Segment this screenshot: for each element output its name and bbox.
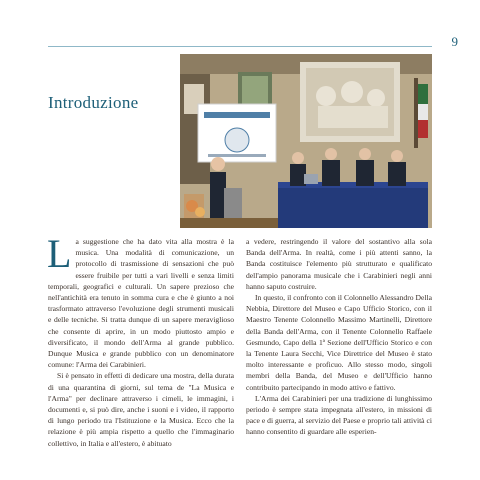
- article-column-left: [47, 231, 234, 449]
- page-number: 9: [451, 34, 458, 49]
- article-column-right: [246, 236, 432, 438]
- header-rule: [48, 46, 432, 47]
- article-paragraph: a vedere, restringendo il valore del sostantivo alla sola Banda dell'Arma. In realtà, come i più attenti sanno, la Banda costituisce l'elemento più strutturato e qualificato dell'ampio panorama musicale che i Carabinieri negli anni hanno saputo costruire.: [246, 237, 432, 291]
- article-paragraph: Si è pensato in effetti di dedicare una mostra, della durata di una quarantina di giorni, sul tema de "La Musica e l'Arma" per declinare attraverso i cimeli, le immagini, i documenti e, si può dire, anche i suoni e i video, il rapporto di lungo periodo tra l'Istituzione e la Musica. Ecco che la relazione è più ampia rispetto a quello che l'immaginario collettivo, in Italia e all'estero, è abituato: [48, 371, 234, 448]
- article-paragraph: L'Arma dei Carabinieri per una tradizione di lunghissimo periodo è sempre stata impegnata all'estero, in missioni di pace e di guerra, al servizio del Paese e proprio tali attività ci hanno consentito di guardare alle esperien-: [246, 393, 432, 437]
- conference-photo: [180, 54, 432, 228]
- article-paragraph: In questo, il confronto con il Colonnello Alessandro Della Nebbia, Direttore del Museo e Capo Ufficio Storico, con il Maestro Tenente Colonnello Massimo Martinelli, Direttore della Banda dell'Arma, con il Tenente Colonnello Raffaele Gesmundo, Capo della 1ª Sezione dell'Ufficio Storico e con la Tenente Laura Secchi, Vice Direttrice del Museo è stato molto interessante e proficuo. Allo stesso modo, singoli membri della Banda, del Museo e dell'Ufficio hanno contribuito partecipando in modo attivo e fattivo.: [246, 293, 432, 392]
- drop-cap: L: [47, 231, 72, 276]
- section-title: Introduzione: [48, 93, 139, 112]
- article-paragraph: La suggestione che ha dato vita alla mostra è la musica. Una modalità di comunicazione, un protocollo di trasmissione di sensazioni che può essere fruibile per tutti a vari livelli e senza limiti temporali, geografici e culturali. Un sapere prezioso che nell'antichità era tenuto in somma cura e che è giunto a noi trasformato attraverso l'evoluzione degli strumenti musicali e delle tecniche. Si tratta dunque di un sapere meraviglioso che consente di aprire, in un modo piuttosto ampio e diversificato, il mondo dell'Arma al grande pubblico. Dunque Musica e grande pubblico con un denominatore comune: l'Arma dei Carabinieri.: [47, 231, 234, 370]
